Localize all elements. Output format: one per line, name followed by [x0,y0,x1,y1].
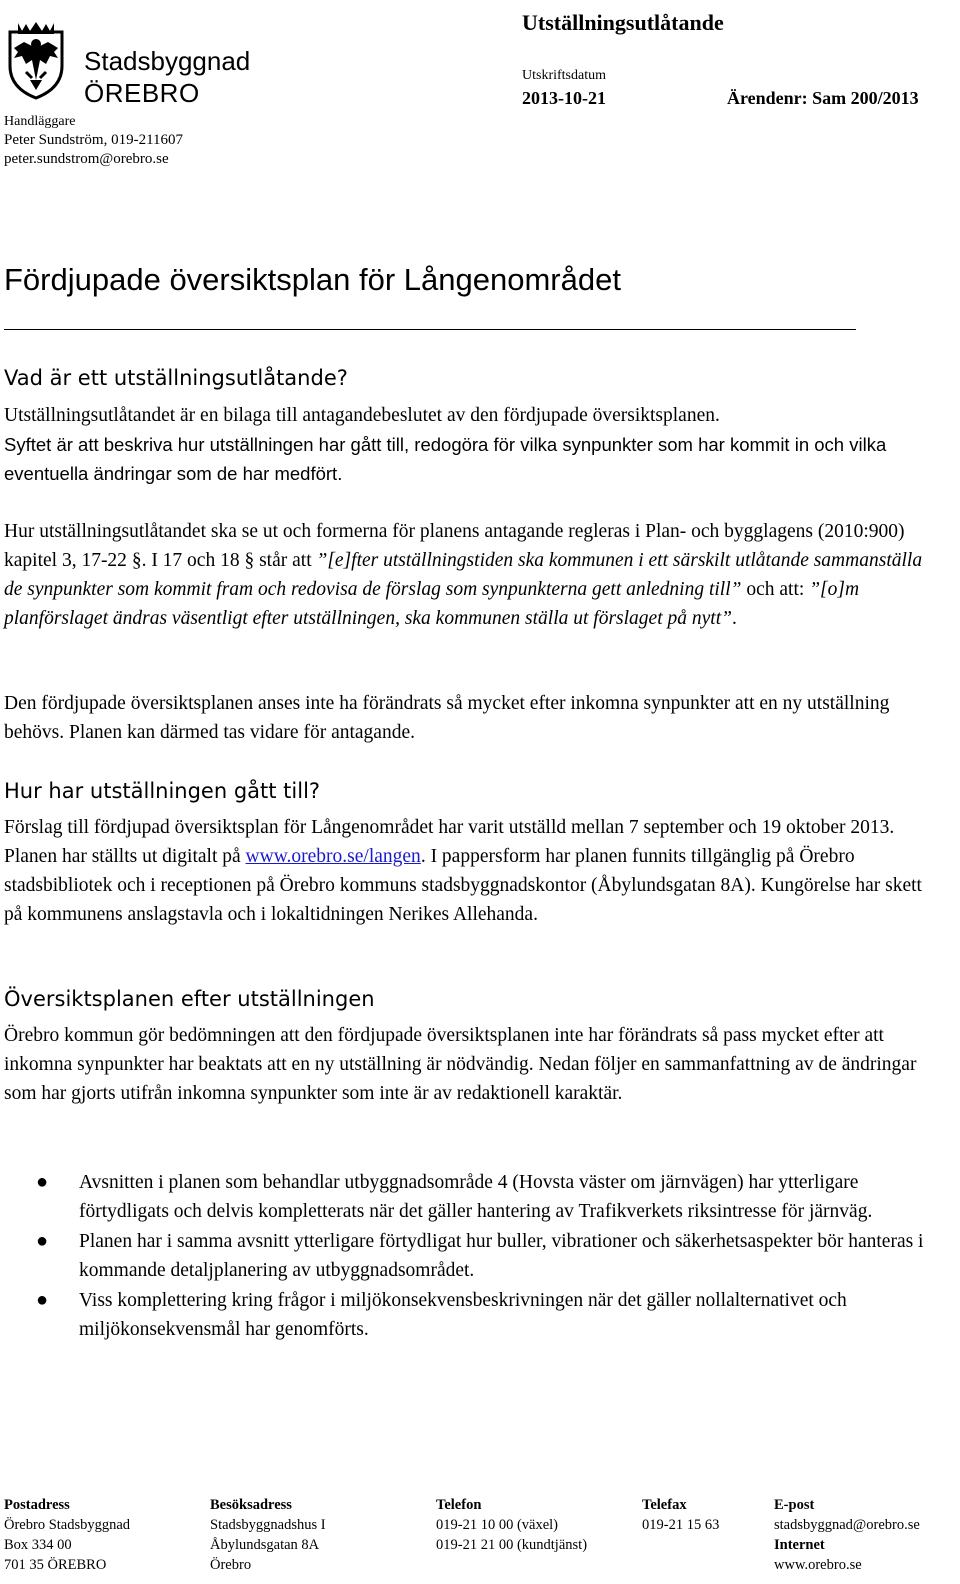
paragraph-intro [4,401,944,488]
case-number: Ärendenr: Sam 200/2013 [727,88,919,108]
paragraph-assessment [4,1021,944,1108]
page-title: Fördjupade översiktsplan för Långenområdet [4,262,621,297]
section-symbol: § [244,550,255,571]
footer [4,1495,956,1584]
legal-text-b: . I 17 och 18 [141,550,245,571]
footer-email-address[interactable]: stadsbyggnad@orebro.se [774,1517,920,1533]
list-item-text: Viss komplettering kring frågor i miljökonsekvensbeskrivningen när det gäller nollalternativet och miljökonsekvensmål har genomförts. [79,1290,847,1340]
footer-fax [642,1495,719,1535]
heading-how-exhibition: Hur har utställningen gått till? [4,779,321,803]
title-underline [4,329,856,330]
assessment-text: Örebro kommun gör bedömningen att den fördjupade översiktsplanen inte har förändrats så pass mycket efter att inkomna synpunkter har beaktats att en ny utställning är nödvändig. Nedan följer en sammanfattning av de ändringar som har gjorts utifrån inkomna synpunkter som inte är av redaktionell karaktär. [4,1025,917,1104]
footer-line: 019-21 15 63 [642,1517,720,1533]
bullet-icon: ● [36,1230,49,1252]
logo-text-orebro: ÖREBRO [84,78,200,108]
footer-phone [436,1495,587,1555]
handler-name: Peter Sundström, 019-211607 [4,132,184,148]
paragraph-conclusion [4,689,944,747]
legal-text-c: står att [254,550,317,571]
list-item-text: Planen har i samma avsnitt ytterligare förtydligat hur buller, vibrationer och säkerhetsaspekter bör hanteras i kommande detaljplanering av utbyggnadsområdet. [79,1231,924,1281]
exhibition-text-a: Förslag till fördjupad översiktsplan för Långenområdet har varit utställd mellan 7 september och 19 oktober 2013. Planen har ställts ut digitalt på [4,817,895,867]
footer-visiting-address [210,1495,326,1575]
footer-heading: Internet [774,1537,825,1553]
list-item-text: Avsnitten i planen som behandlar utbyggnadsområde 4 (Hovsta väster om järnvägen) har ytterligare förtydligats och delvis kompletterats när det gäller hantering av Trafikverkets riksintresse för järnväg. [79,1172,873,1222]
print-date: 2013-10-21 [522,88,606,108]
footer-heading: Telefax [642,1497,687,1513]
list-item [36,1168,946,1226]
handler-block [4,112,304,169]
footer-line: 019-21 21 00 (kundtjänst) [436,1537,588,1553]
footer-line: 701 35 ÖREBRO [4,1557,107,1573]
bullet-icon: ● [36,1289,49,1311]
print-date-label: Utskriftsdatum [522,68,606,83]
footer-line: Örebro Stadsbyggnad [4,1517,131,1533]
document-type: Utställningsutlåtande [522,10,724,35]
footer-line: Örebro [210,1557,252,1573]
exhibition-text-b: . I pappersform har planen funnits tillgänglig på Örebro stadsbibliotek och i receptionen på Örebro kommuns stadsbyggnadskontor (Åbylundsgatan 8A). Kungörelse har skett på kommunens anslagstavla och i lokaltidningen Nerikes Allehanda. [4,846,922,925]
legal-text-e: . [731,608,737,629]
handler-label: Handläggare [4,114,76,129]
logo [4,24,251,108]
footer-heading: Postadress [4,1497,70,1513]
conclusion-text: Den fördjupade översiktsplanen anses inte ha förändrats så mycket efter inkomna synpunkter att en ny utställning behövs. Planen kan därmed tas vidare för antagande. [4,693,890,743]
footer-website[interactable]: www.orebro.se [774,1557,862,1573]
list-item [36,1227,946,1285]
paragraph-exhibition [4,813,944,929]
legal-text-a: Hur utställningsutlåtandet ska se ut och formerna för planens antagande regleras i Plan- och bygglagens (2010:900) kapitel 3, 17-22 [4,521,905,571]
footer-heading: Besöksadress [210,1497,292,1513]
purpose-text: Syftet är att beskriva hur utställningen har gått till, redogöra för vilka synpunkter som har kommit in och vilka eventuella ändringar som de har medfört. [4,434,887,484]
handler-email: peter.sundstrom@orebro.se [4,151,169,167]
changes-list [36,1168,946,1345]
footer-line: Stadsbyggnadshus I [210,1517,326,1533]
plan-web-link[interactable]: www.orebro.se/langen [245,846,421,867]
logo-text-stadsbyggnad: Stadsbyggnad [84,46,251,76]
list-item [36,1286,946,1344]
footer-line: Box 334 00 [4,1537,72,1553]
footer-line: Åbylundsgatan 8A [210,1537,320,1553]
bullet-icon: ● [36,1171,49,1193]
footer-heading: E-post [774,1497,815,1513]
heading-after-exhibition: Översiktsplanen efter utställningen [4,987,375,1011]
coat-of-arms-icon [4,20,68,100]
footer-postal-address [4,1495,130,1575]
intro-line: Utställningsutlåtandet är en bilaga till antagandebeslutet av den fördjupade översiktsplanen. [4,405,720,426]
heading-what-is-statement: Vad är ett utställningsutlåtande? [4,366,348,390]
legal-text-d: och att: [741,579,810,600]
legal-quote-2: ”[o]m planförslaget ändras väsentligt efter utställningen, ska kommunen ställa ut förslaget på nytt” [4,579,860,629]
paragraph-legal-basis [4,517,944,633]
section-symbol: § [131,550,142,571]
footer-email [774,1495,920,1575]
footer-line: 019-21 10 00 (växel) [436,1517,559,1533]
legal-quote-1: ”[e]fter utställningstiden ska kommunen i ett särskilt utlåtande sammanställa de synpunkter som kommit fram och redovisa de förslag som synpunkterna gett anledning till” [4,550,923,600]
footer-heading: Telefon [436,1497,482,1513]
